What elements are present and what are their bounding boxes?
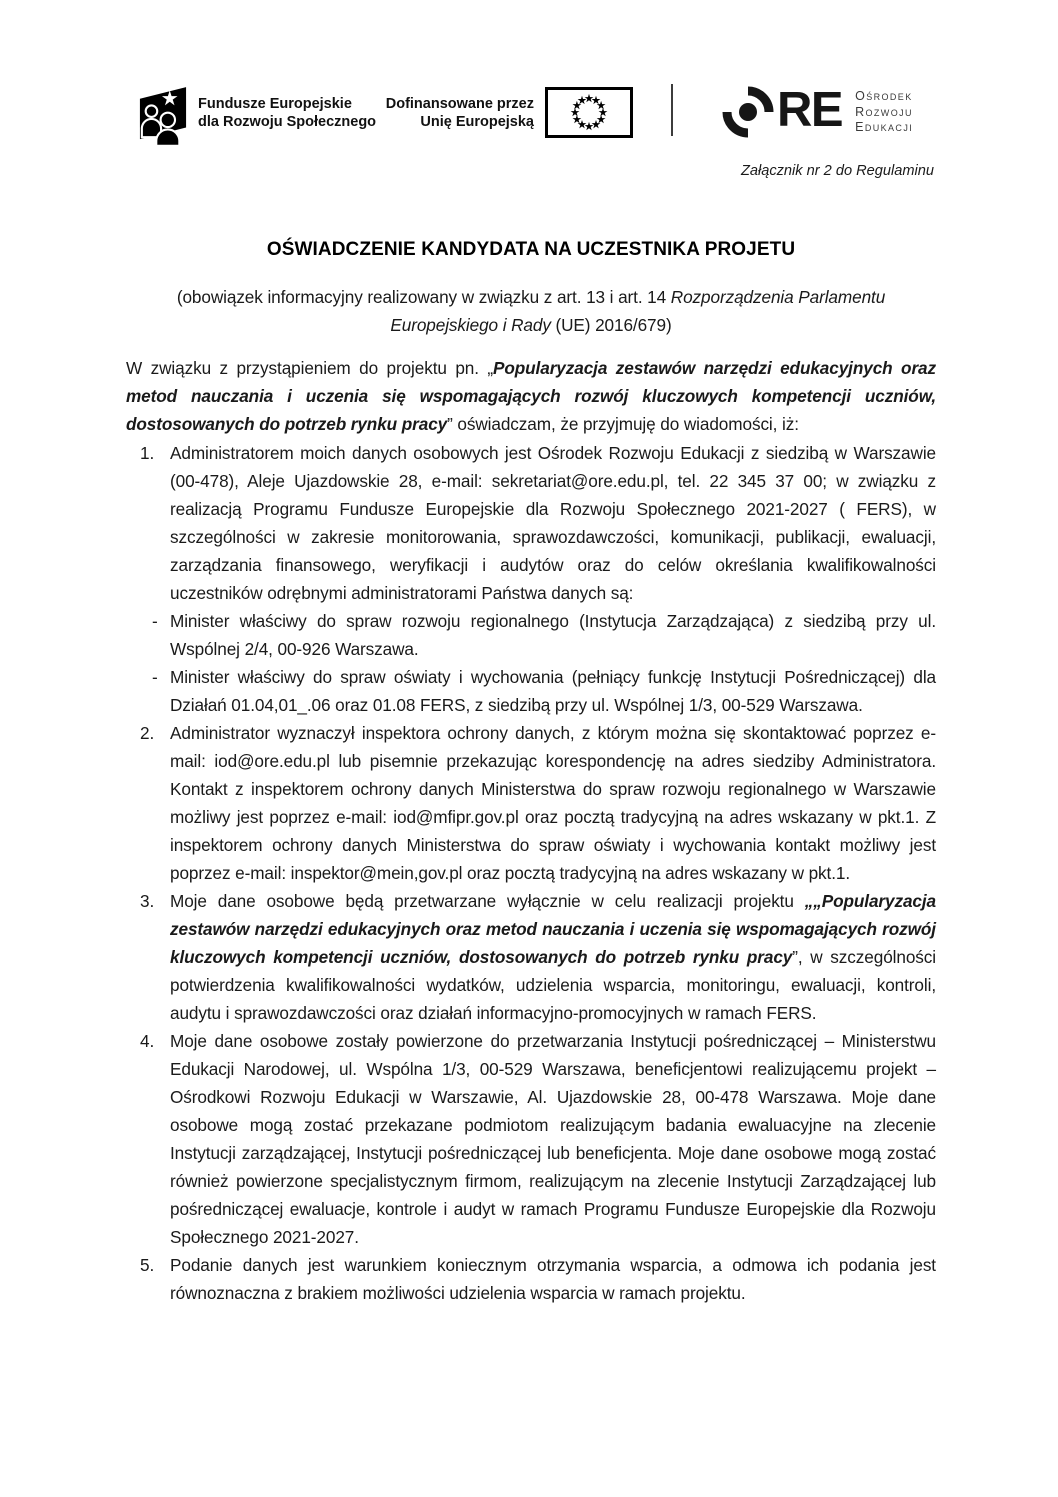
fe-flag-icon: [138, 84, 188, 148]
text-segment: Minister właściwy do spraw rozwoju regionalnego (Instytucja Zarządzająca) z siedzibą przy ul. Wspólnej 2/4, 00-926 Warszawa.: [170, 611, 936, 659]
text-segment: W związku z przystąpieniem do projektu pn. „: [126, 358, 493, 378]
header-separator-line: [671, 84, 673, 136]
ore-circle-icon: [722, 84, 776, 138]
list-item-number: 5.: [140, 1255, 155, 1275]
eu-flag-icon: [545, 87, 633, 139]
text-segment: „„Popularyzacja zestawów narzędzi edukacyjnych oraz metod nauczania i uczenia się wspomagających rozwój kluczowych kompetencji uczniów, dostosowanych do potrzeb rynku pracy: [170, 891, 936, 967]
ore-caption-line1: Ośrodek: [855, 89, 913, 103]
list-item-text: [170, 1251, 936, 1307]
list-item-body: [170, 719, 936, 887]
list-item: [140, 887, 936, 1027]
eu-funding-text: [318, 96, 534, 131]
text-segment: Podanie danych jest warunkiem koniecznym otrzymania wsparcia, a odmowa ich podania jest równoznaczna z brakiem możliwości udzielenia wsparcia w ramach projektu.: [170, 1255, 936, 1303]
sub-item-dash: -: [152, 667, 158, 687]
statements-list: [126, 439, 936, 1307]
ore-caption-line3: Edukacji: [855, 120, 914, 134]
list-item-text: [170, 719, 936, 887]
sub-list-item: [152, 663, 936, 719]
text-segment: Moje dane osobowe zostały powierzone do przetwarzania Instytucji pośredniczącej – Ministerstwu Edukacji Narodowej, ul. Wspólna 1/3, 00-529 Warszawa, beneficjentowi realizującemu projekt – Ośrodkowi Rozwoju Edukacji w Warszawie, Al. Ujazdowskie 28, 00-478 Warszawa. Moje dane osobowe mogą zostać przekazane podmiotom realizującym badania ewaluacyjne na zlecenie Instytucji zarządzającej, Instytucji pośredniczącej lub beneficjenta. Moje dane osobowe mogą zostać również powierzone specjalistycznym firmom, realizującym na zlecenie Instytucji Zarządzającej lub pośredniczącej ewaluacje, kontrole i audyt w ramach Programu Fundusze Europejskie dla Rozwoju Społecznego 2021-2027.: [170, 1031, 936, 1247]
text-segment: ” oświadczam, że przyjmuję do wiadomości, iż:: [447, 414, 799, 434]
sub-item-dash: -: [152, 611, 158, 631]
list-item-number: 1.: [140, 443, 155, 463]
text-segment: Minister właściwy do spraw oświaty i wychowania (pełniący funkcję Instytucji Pośredniczącej) dla Działań 01.04,01_.06 oraz 01.08 FERS, z siedzibą przy ul. Wspólnej 1/3, 00-529 Warszawa.: [170, 667, 936, 715]
text-segment: (UE) 2016/679): [550, 315, 672, 335]
list-item-text: [170, 439, 936, 607]
list-item-text: [170, 1027, 936, 1251]
list-item-body: [152, 439, 936, 719]
ore-logo: [722, 84, 913, 138]
list-item: [140, 719, 936, 887]
ore-caption-line2: Rozwoju: [855, 104, 913, 119]
list-item-body: [170, 1251, 936, 1307]
text-segment: Rozporządzenia Parlamentu Europejskiego i Rady: [390, 287, 886, 335]
list-item: [140, 1027, 936, 1251]
sub-list-item: [152, 607, 936, 663]
list-item-number: 4.: [140, 1031, 155, 1051]
eu-funding-text-line2: Unię Europejską: [420, 113, 534, 130]
list-item-text: [170, 887, 936, 1027]
list-item-body: [170, 887, 936, 1027]
document-content: [126, 238, 936, 1307]
ore-caption: [855, 89, 913, 136]
subtitle: [126, 283, 936, 339]
list-item: [140, 439, 936, 719]
text-segment: ”, w szczególności potwierdzenia kwalifikowalności wydatków, udzielenia wsparcia, monitoringu, ewaluacji, kontroli, audytu i sprawozdawczości oraz działań informacyjno-promocyjnych w ramach FERS.: [170, 947, 936, 1023]
intro-paragraph: [126, 354, 936, 438]
fundusze-europejskie-logo: [138, 84, 188, 148]
attachment-note: Załącznik nr 2 do Regulaminu: [740, 163, 934, 179]
list-item: [140, 1251, 936, 1307]
fe-logo-text-line1: Fundusze Europejskie: [198, 96, 352, 112]
ore-acronym: RE: [777, 83, 843, 137]
sub-item-text: [170, 663, 936, 719]
page-title: OŚWIADCZENIE KANDYDATA NA UCZESTNIKA PROJETU: [266, 239, 796, 260]
text-segment: Popularyzacja zestawów narzędzi edukacyjnych oraz metod nauczania i uczenia się wspomagających rozwój kluczowych kompetencji uczniów, dostosowanych do potrzeb rynku pracy: [126, 358, 936, 434]
eu-funding-text-line1: Dofinansowane przez: [385, 96, 534, 112]
list-item-number: 2.: [140, 723, 155, 743]
text-segment: Administrator wyznaczył inspektora ochrony danych, z którym można się skontaktować poprzez e-mail: iod@ore.edu.pl lub pisemnie przekazując korespondencję na adres siedziby Administratora. Kontakt z inspektorem ochrony danych Ministerstwa do spraw rozwoju regionalnego w Warszawie możliwy jest poprzez e-mail: iod@mfipr.gov.pl oraz pocztą tradycyjną na adres wskazany w pkt.1. Z inspektorem ochrony danych Ministerstwa do spraw oświaty i wychowania kontakt możliwy jest poprzez e-mail: inspektor@mein,gov.pl oraz pocztą tradycyjną na adres wskazany w pkt.1.: [170, 723, 936, 883]
text-segment: Administratorem moich danych osobowych jest Ośrodek Rozwoju Edukacji z siedzibą w Warszawie (00-478), Aleje Ujazdowskie 28, e-mail: sekretariat@ore.edu.pl, tel. 22 345 37 00; w związku z realizacją Programu Fundusze Europejskie dla Rozwoju Społecznego 2021-2027 ( FERS), w szczególności w zakresie monitorowania, sprawozdawczości, komunikacji, publikacji, ewaluacji, zarządzania finansowego, weryfikacji i audytów oraz do celów określania kwalifikowalności uczestników odrębnymi administratorami Państwa danych są:: [170, 443, 936, 603]
sub-item-text: [170, 607, 936, 663]
fe-logo-text-line2: dla Rozwoju Społecznego: [198, 113, 377, 130]
text-segment: Moje dane osobowe będą przetwarzane wyłącznie w celu realizacji projektu: [170, 891, 805, 911]
list-item-number: 3.: [140, 891, 155, 911]
text-segment: (obowiązek informacyjny realizowany w związku z art. 13 i art. 14: [176, 287, 671, 307]
list-item-body: [170, 1027, 936, 1251]
